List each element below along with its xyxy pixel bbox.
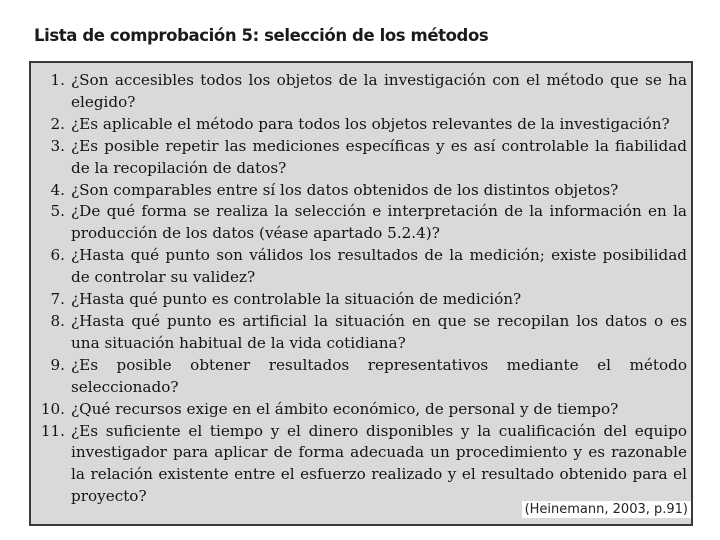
checklist xyxy=(37,70,687,508)
checklist-item xyxy=(37,355,687,399)
checklist-item xyxy=(37,201,687,245)
page-title: Lista de comprobación 5: selección de los métodos xyxy=(34,26,489,45)
checklist-item xyxy=(37,399,687,421)
item-text: ¿Es aplicable el método para todos los objetos relevantes de la investigación? xyxy=(71,114,670,133)
item-number: 6. xyxy=(50,246,65,265)
checklist-item xyxy=(37,289,687,311)
item-number: 1. xyxy=(50,71,65,89)
item-text: ¿Hasta qué punto es controlable la situación de medición? xyxy=(71,290,522,309)
item-text: ¿Qué recursos exige en el ámbito económico, de personal y de tiempo? xyxy=(71,399,619,418)
citation: (Heinemann, 2003, p.91) xyxy=(522,501,691,518)
item-number: 3. xyxy=(50,136,65,155)
checklist-item xyxy=(37,245,687,289)
item-number: 11. xyxy=(40,421,65,440)
item-number: 8. xyxy=(50,311,65,330)
checklist-item xyxy=(37,136,687,180)
checklist-item xyxy=(37,421,687,509)
item-text: ¿Hasta qué punto son válidos los resultados de la medición; existe posibilidad de controlar su validez? xyxy=(71,246,687,287)
item-text: ¿Es suficiente el tiempo y el dinero disponibles y la cualificación del equipo investigador para aplicar de forma adecuada un procedimiento y es razonable la relación existente entre el esfuerzo realizado y el resultado obtenido para el proyecto? xyxy=(71,421,687,506)
item-number: 10. xyxy=(40,399,65,418)
checklist-item xyxy=(37,114,687,136)
item-number: 7. xyxy=(50,290,65,309)
item-text: ¿De qué forma se realiza la selección e interpretación de la información en la producción de los datos (véase apartado 5.2.4)? xyxy=(71,202,687,243)
item-text: ¿Hasta qué punto es artificial la situación en que se recopilan los datos o es una situación habitual de la vida cotidiana? xyxy=(71,311,687,352)
item-text: ¿Son comparables entre sí los datos obtenidos de los distintos objetos? xyxy=(71,180,619,199)
item-text: ¿Es posible obtener resultados representativos mediante el método seleccionado? xyxy=(71,355,687,396)
checklist-item xyxy=(37,311,687,355)
item-text: ¿Es posible repetir las mediciones específicas y es así controlable la fiabilidad de la recopilación de datos? xyxy=(71,136,687,177)
item-number: 4. xyxy=(50,180,65,199)
item-number: 9. xyxy=(50,355,65,374)
item-number: 5. xyxy=(50,202,65,221)
item-number: 2. xyxy=(50,114,65,133)
checklist-item xyxy=(37,70,687,114)
item-text: ¿Son accesibles todos los objetos de la investigación con el método que se ha elegido? xyxy=(71,71,687,111)
checklist-box xyxy=(29,61,693,526)
checklist-item xyxy=(37,180,687,202)
